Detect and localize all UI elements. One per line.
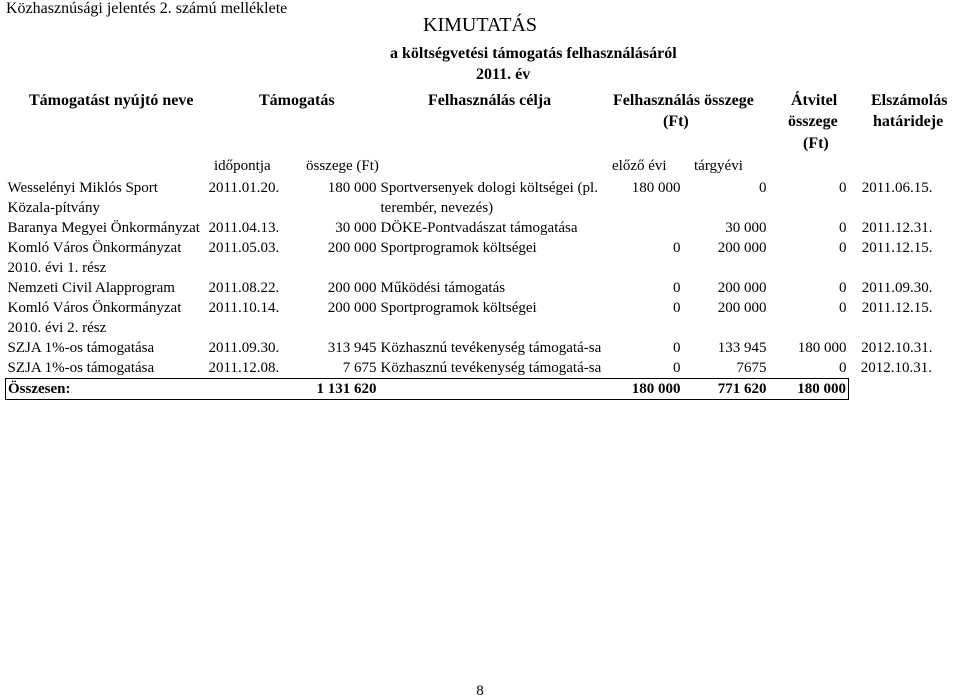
total-empty-deadline	[849, 379, 935, 400]
cell-provider: SZJA 1%-os támogatása	[7, 360, 155, 376]
cell-date: 2011.04.13.	[208, 220, 280, 236]
col-header-deadline-2: határideje	[873, 113, 944, 130]
cell-transfer: 0	[839, 360, 847, 376]
cell-amount: 200 000	[327, 300, 377, 316]
cell-prev-year	[609, 218, 683, 238]
total-row	[6, 379, 935, 400]
cell-date: 2011.08.22.	[208, 280, 280, 296]
cell-purpose: Sportversenyek dologi költségei (pl. terembér, nevezés)	[380, 180, 598, 216]
table-row	[6, 178, 935, 218]
cell-provider: Baranya Megyei Önkormányzat	[7, 220, 200, 236]
table-row	[6, 338, 935, 358]
table-row	[6, 218, 935, 238]
cell-current-year: 7675	[736, 360, 767, 376]
cell-purpose: Sportprogramok költségei	[380, 240, 537, 256]
cell-prev-year: 0	[673, 280, 681, 296]
cell-current-year: 133 945	[717, 340, 767, 356]
total-prev-year: 180 000	[609, 379, 683, 400]
cell-current-year: 200 000	[717, 300, 767, 316]
total-empty-date	[207, 379, 291, 400]
cell-current-year: 200 000	[717, 240, 767, 256]
cell-date: 2011.12.08.	[208, 360, 280, 376]
cell-provider: Komló Város Önkormányzat 2010. évi 2. rész	[7, 300, 182, 336]
col-header-usage-total: Felhasználás összege	[613, 92, 754, 109]
table-body	[6, 178, 935, 400]
cell-prev-year: 180 000	[631, 180, 681, 196]
col-subheader-date: időpontja	[214, 158, 271, 174]
cell-provider: SZJA 1%-os támogatása	[7, 340, 155, 356]
cell-amount: 30 000	[335, 220, 377, 236]
cell-provider: Wesselényi Miklós Sport Közala-pítvány	[7, 180, 158, 216]
cell-deadline: 2011.12.15.	[861, 300, 933, 316]
table-row	[6, 298, 935, 338]
col-subheader-amount: összege (Ft)	[306, 158, 379, 174]
cell-purpose: Közhasznú tevékenység támogatá-sa	[380, 360, 602, 376]
cell-date: 2011.05.03.	[208, 240, 280, 256]
cell-date: 2011.01.20.	[208, 180, 280, 196]
cell-purpose: DÖKE-Pontvadászat támogatása	[380, 220, 578, 236]
total-empty-purpose	[379, 379, 609, 400]
cell-current-year: 200 000	[717, 280, 767, 296]
cell-current-year: 0	[759, 180, 767, 196]
col-header-deadline-1: Elszámolás	[871, 92, 948, 109]
cell-deadline: 2011.12.15.	[861, 240, 933, 256]
col-subheader-current-year: tárgyévi	[694, 158, 743, 174]
cell-deadline: 2011.12.31.	[861, 220, 933, 236]
cell-transfer: 0	[839, 300, 847, 316]
cell-deadline: 2011.06.15.	[861, 180, 933, 196]
cell-date: 2011.10.14.	[208, 300, 280, 316]
cell-provider: Komló Város Önkormányzat 2010. évi 1. rész	[7, 240, 182, 276]
cell-deadline: 2011.09.30.	[861, 280, 933, 296]
table-row	[6, 278, 935, 298]
cell-amount: 180 000	[327, 180, 377, 196]
cell-deadline: 2012.10.31.	[860, 360, 932, 376]
cell-amount: 200 000	[327, 240, 377, 256]
cell-amount: 200 000	[327, 280, 377, 296]
total-label: Összesen:	[6, 379, 207, 400]
total-transfer: 180 000	[769, 379, 849, 400]
document-title: KIMUTATÁS	[423, 14, 537, 36]
col-header-transfer-2: összege	[788, 113, 838, 130]
col-header-transfer-1: Átvitel	[791, 92, 838, 109]
document-year: 2011. év	[476, 66, 531, 83]
cell-date: 2011.09.30.	[208, 340, 280, 356]
cell-transfer: 0	[839, 240, 847, 256]
cell-transfer: 0	[839, 280, 847, 296]
cell-current-year: 30 000	[725, 220, 767, 236]
support-table	[5, 178, 935, 400]
cell-transfer: 0	[839, 180, 847, 196]
col-header-support: Támogatás	[259, 92, 335, 109]
table-row	[6, 358, 935, 379]
col-header-usage-unit: (Ft)	[663, 113, 689, 130]
col-header-provider: Támogatást nyújtó neve	[29, 92, 194, 109]
page-number: 8	[476, 683, 484, 699]
cell-deadline: 2012.10.31.	[861, 340, 933, 356]
cell-transfer: 180 000	[797, 340, 847, 356]
cell-prev-year: 0	[673, 300, 681, 316]
col-subheader-prev-year: előző évi	[612, 158, 667, 174]
total-current-year: 771 620	[683, 379, 769, 400]
document-subtitle: a költségvetési támogatás felhasználásáról	[390, 45, 677, 62]
col-header-transfer-3: (Ft)	[803, 135, 829, 152]
cell-purpose: Működési támogatás	[380, 280, 506, 296]
total-amount: 1 131 620	[291, 379, 379, 400]
cell-prev-year: 0	[673, 340, 681, 356]
cell-provider: Nemzeti Civil Alapprogram	[7, 280, 175, 296]
cell-purpose: Közhasznú tevékenység támogatá-sa	[380, 340, 602, 356]
cell-prev-year: 0	[673, 240, 681, 256]
col-header-purpose: Felhasználás célja	[428, 92, 552, 109]
cell-transfer: 0	[839, 220, 847, 236]
cell-amount: 7 675	[342, 360, 377, 376]
table-row	[6, 238, 935, 278]
annex-label: Közhasznúsági jelentés 2. számú melléklete	[6, 0, 288, 17]
cell-purpose: Sportprogramok költségei	[380, 300, 537, 316]
cell-amount: 313 945	[327, 340, 377, 356]
cell-prev-year: 0	[673, 360, 681, 376]
